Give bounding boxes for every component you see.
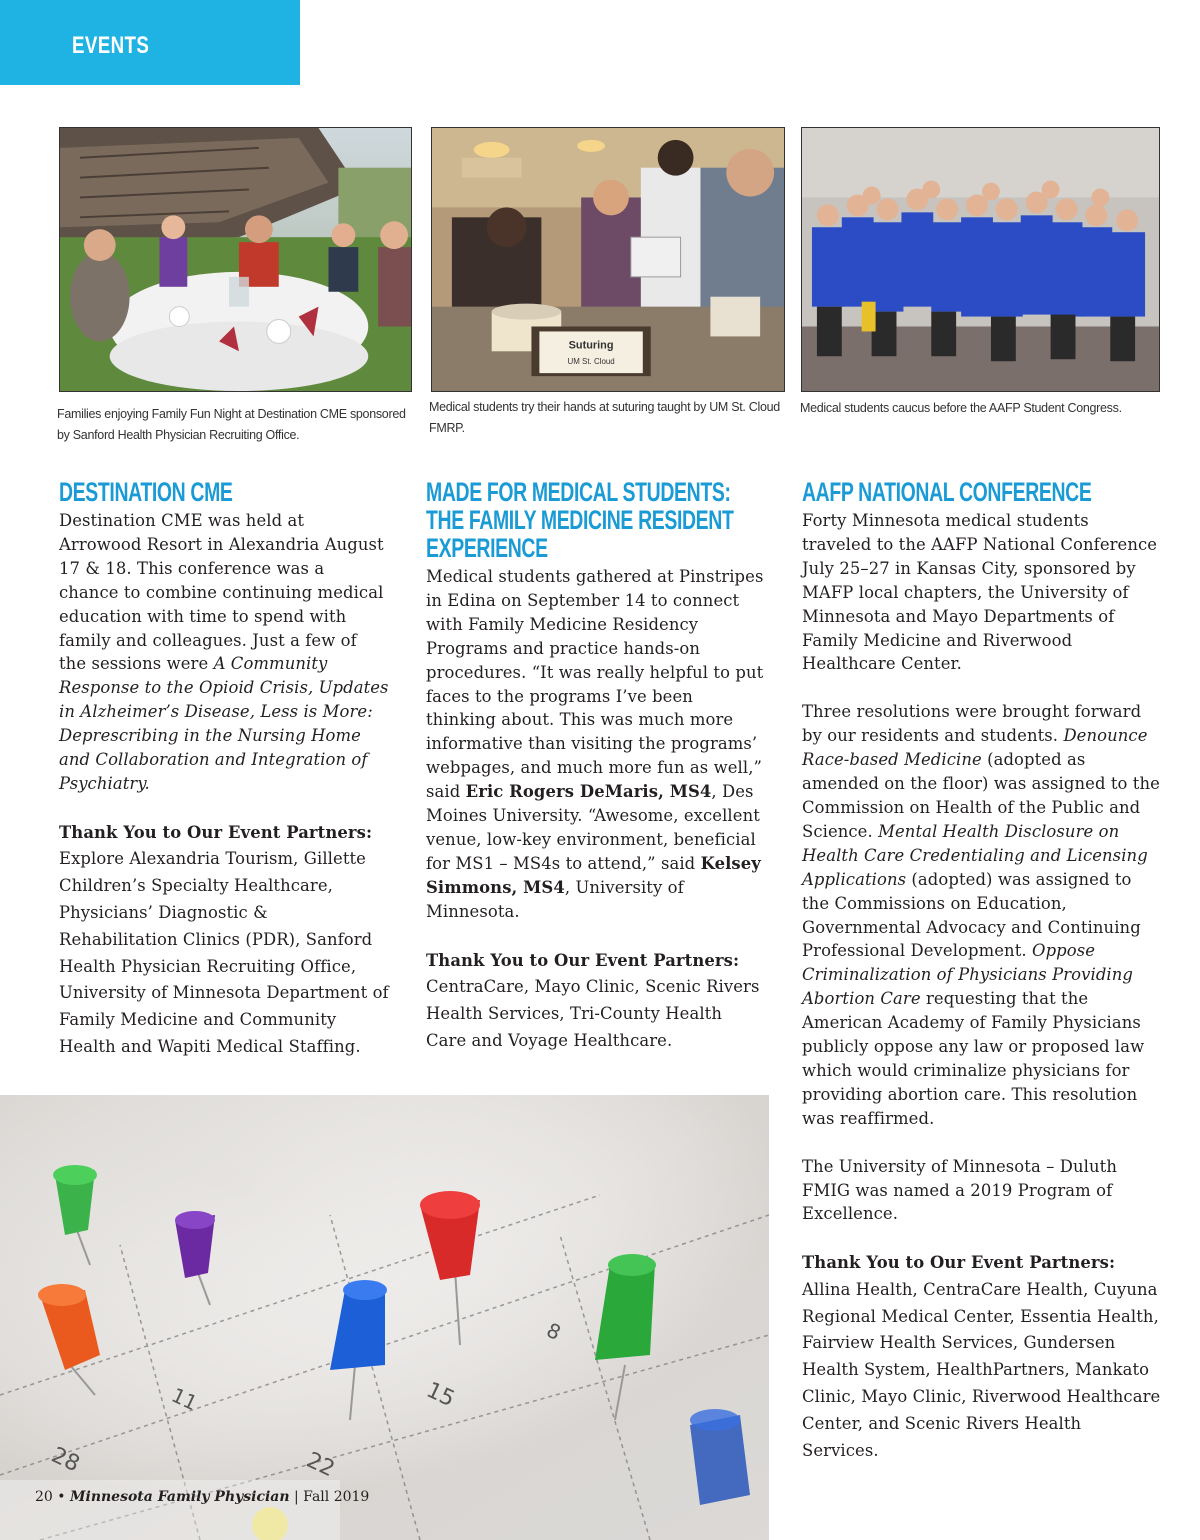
heading-line: AAFP NATIONAL CONFERENCE [802, 477, 1092, 507]
page-number: 20 [35, 1489, 53, 1505]
body-text: requesting that the American Academy of Family Physicians publicly oppose any law or proposed law which would criminalize physicians for providing abortion care. This resolution was reaffirmed. [802, 989, 1145, 1128]
body-text: Medical students gathered at Pinstripes in Edina on September 14 to connect with Family Medicine Residency Programs and practice hands-on procedures. “It was really helpful to put faces to the programs I’ve been thinking about. This was much more informative than visiting the programs’ webpages, and much more fun as well,” said [426, 567, 764, 802]
partners-title: Thank You to Our Event Partners: [802, 1253, 1116, 1273]
quoted-name: Kelsey Simmons, MS4 [426, 853, 761, 897]
article-paragraph [59, 509, 389, 796]
article-aafp-conference [802, 478, 1162, 1464]
body-text: Destination CME was held at Arrowood Resort in Alexandria August 17 & 18. This conference was a chance to combine continuing medical education with time to spend with family and colleagues. Just a few of the sessions were [59, 511, 384, 674]
partners-list: Explore Alexandria Tourism, Gillette Children’s Specialty Healthcare, Physicians’ Diagnostic & Rehabilitation Clinics (PDR), Sanford Health Physician Recruiting Office, University of Minnesota Department of Family Medicine and Community Health and Wapiti Medical Staffing. [59, 849, 389, 1056]
body-text: (adopted as amended on the floor) was assigned to the Commission on Health of the Public and Science. [802, 750, 1160, 841]
page-footer [35, 1489, 369, 1505]
resolution-title: Mental Health Disclosure on Health Care Credentialing and Licensing Applications [802, 821, 1148, 889]
body-text: , University of Minnesota. [426, 877, 684, 921]
issue-label: | Fall 2019 [294, 1489, 370, 1505]
heading-line: THE FAMILY MEDICINE RESIDENT [426, 505, 734, 535]
magazine-title: Minnesota Family Physician [70, 1489, 290, 1505]
resolution-title: Oppose Criminalization of Physicians Providing Abortion Care [802, 941, 1134, 1009]
photo-student-congress [801, 127, 1160, 392]
article-heading [802, 477, 1092, 507]
suturing-sign-line1: Suturing [568, 339, 614, 352]
body-text: , Des Moines University. “Awesome, excellent venue, low-key environment, beneficial for MS1 – MS4s to attend,” said [426, 782, 760, 873]
article-paragraph [802, 700, 1162, 1130]
photo3-caption: Medical students caucus before the AAFP Student Congress. [800, 401, 1122, 415]
photo2-caption: Medical students try their hands at suturing taught by UM St. Cloud FMRP. [429, 400, 780, 435]
section-tab [0, 0, 300, 85]
session-titles: A Community Response to the Opioid Crisis, Updates in Alzheimer’s Disease, Less is More: Deprescribing in the Nursing Home and Collaboration and Integration of Psychiatry. [59, 654, 389, 793]
photo-family-fun-night [59, 127, 412, 392]
suturing-sign-line2: UM St. Cloud [567, 357, 615, 367]
calendar-number: 22 [302, 1447, 339, 1483]
article-medical-students [426, 478, 766, 1054]
heading-line: MADE FOR MEDICAL STUDENTS: [426, 477, 731, 507]
calendar-number: 8 [542, 1317, 565, 1345]
body-text: Three resolutions were brought forward by our residents and students. [802, 702, 1142, 746]
section-tab-label: EVENTS [72, 32, 150, 59]
partners-title: Thank You to Our Event Partners: [426, 950, 740, 970]
photo-suturing [431, 127, 785, 392]
quoted-name: Eric Rogers DeMaris, MS4 [465, 782, 712, 802]
calendar-number: 28 [47, 1442, 84, 1478]
photo1-caption: Families enjoying Family Fun Night at Destination CME sponsored by Sanford Health Physician Recruiting Office. [57, 407, 406, 442]
article-paragraph: Forty Minnesota medical students traveled to the AAFP National Conference July 25–27 in Kansas City, sponsored by MAFP local chapters, the University of Minnesota and Mayo Departments of Family Medicine and Riverwood Healthcare Center. [802, 511, 1158, 674]
article-paragraph [426, 565, 766, 924]
partners-list: Allina Health, CentraCare Health, Cuyuna Regional Medical Center, Essentia Health, Fairview Health Services, Gundersen Health System, HealthPartners, Mankato Clinic, Mayo Clinic, Riverwood Healthcare Center, and Scenic Rivers Health Services. [802, 1279, 1161, 1460]
article-heading [426, 477, 734, 563]
calendar-number: 15 [422, 1377, 459, 1413]
partners-title: Thank You to Our Event Partners: [59, 822, 373, 842]
calendar-number: 11 [167, 1382, 202, 1416]
footer-bullet: • [57, 1489, 66, 1505]
heading-line: DESTINATION CME [59, 477, 233, 507]
article-heading [59, 478, 297, 506]
calendar-pushpins-image [0, 1095, 769, 1540]
resolution-title: Denounce Race-based Medicine [802, 726, 1148, 770]
partners-list: CentraCare, Mayo Clinic, Scenic Rivers Health Services, Tri-County Health Care and Voyage Healthcare. [426, 977, 760, 1050]
body-text: (adopted) was assigned to the Commissions on Education, Governmental Advocacy and Continuing Professional Development. [802, 869, 1141, 961]
article-destination-cme [59, 478, 389, 1061]
heading-line: EXPERIENCE [426, 533, 548, 563]
article-paragraph: The University of Minnesota – Duluth FMIG was named a 2019 Program of Excellence. [802, 1156, 1117, 1224]
